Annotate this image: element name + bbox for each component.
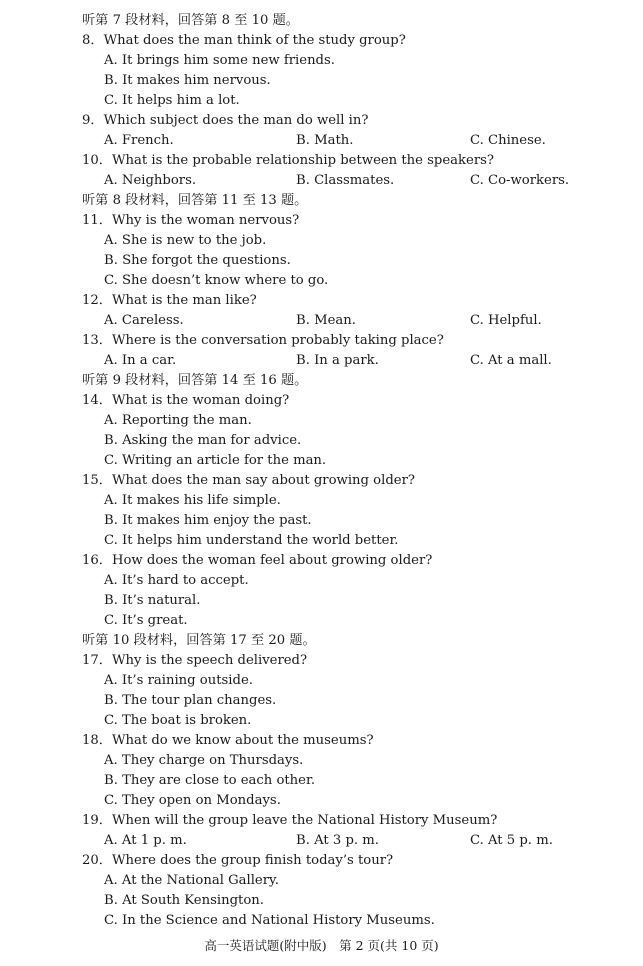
question-20-option-c: C. In the Science and National History Museums.: [104, 913, 435, 928]
question-11-option-b: B. She forgot the questions.: [104, 253, 291, 268]
question-13-stem: 13．Where is the conversation probably taking place?: [82, 333, 444, 348]
question-18-option-a: A. They charge on Thursdays.: [104, 753, 304, 768]
question-19-options: [0, 831, 643, 851]
question-15-option-a: A. It makes his life simple.: [104, 493, 281, 508]
question-13-option-b: B. In a park.: [296, 353, 379, 368]
question-14-option-a: A. Reporting the man.: [104, 413, 252, 428]
question-17-option-a: A. It’s raining outside.: [104, 673, 253, 688]
question-10-stem: 10．What is the probable relationship between the speakers?: [82, 153, 494, 168]
question-19-stem: 19．When will the group leave the National History Museum?: [82, 813, 498, 828]
question-15-option-c: C. It helps him understand the world better.: [104, 533, 399, 548]
question-20-option-a: A. At the National Gallery.: [104, 873, 279, 888]
question-8-stem: 8．What does the man think of the study group?: [82, 33, 406, 48]
section-7-heading: 听第 7 段材料，回答第 8 至 10 题。: [82, 13, 299, 28]
question-12-option-c: C. Helpful.: [470, 313, 542, 328]
question-12-option-b: B. Mean.: [296, 313, 356, 328]
question-20-stem: 20．Where does the group finish today’s tour?: [82, 853, 394, 868]
question-12-options: [0, 311, 643, 331]
question-11-option-a: A. She is new to the job.: [104, 233, 267, 248]
question-8-option-a: A. It brings him some new friends.: [104, 53, 335, 68]
question-12-option-a: A. Careless.: [104, 313, 184, 328]
question-13-options: [0, 351, 643, 371]
question-14-option-c: C. Writing an article for the man.: [104, 453, 327, 468]
question-9-option-c: C. Chinese.: [470, 133, 546, 148]
question-9-options: [0, 131, 643, 151]
question-10-option-b: B. Classmates.: [296, 173, 395, 188]
question-16-option-a: A. It’s hard to accept.: [104, 573, 249, 588]
question-17-stem: 17．Why is the speech delivered?: [82, 653, 308, 668]
page-footer: 高一英语试题(附中版) 第 2 页(共 10 页): [204, 938, 439, 953]
question-14-stem: 14．What is the woman doing?: [82, 393, 290, 408]
question-17-option-b: B. The tour plan changes.: [104, 693, 277, 708]
question-18-option-c: C. They open on Mondays.: [104, 793, 281, 808]
question-18-option-b: B. They are close to each other.: [104, 773, 316, 788]
question-13-option-a: A. In a car.: [104, 353, 177, 368]
question-19-option-b: B. At 3 p. m.: [296, 833, 379, 848]
question-13-option-c: C. At a mall.: [470, 353, 552, 368]
question-16-stem: 16．How does the woman feel about growing older?: [82, 553, 433, 568]
question-12-stem: 12．What is the man like?: [82, 293, 257, 308]
question-16-option-c: C. It’s great.: [104, 613, 188, 628]
question-17-option-c: C. The boat is broken.: [104, 713, 252, 728]
section-10-heading: 听第 10 段材料，回答第 17 至 20 题。: [82, 633, 316, 648]
section-9-heading: 听第 9 段材料，回答第 14 至 16 题。: [82, 373, 308, 388]
question-10-option-a: A. Neighbors.: [104, 173, 197, 188]
question-19-option-a: A. At 1 p. m.: [104, 833, 187, 848]
question-10-option-c: C. Co-workers.: [470, 173, 570, 188]
question-19-option-c: C. At 5 p. m.: [470, 833, 553, 848]
question-18-stem: 18．What do we know about the museums?: [82, 733, 374, 748]
question-10-options: [0, 171, 643, 191]
question-15-stem: 15．What does the man say about growing older?: [82, 473, 415, 488]
question-9-stem: 9．Which subject does the man do well in?: [82, 113, 369, 128]
section-8-heading: 听第 8 段材料，回答第 11 至 13 题。: [82, 193, 308, 208]
question-15-option-b: B. It makes him enjoy the past.: [104, 513, 312, 528]
question-9-option-a: A. French.: [104, 133, 174, 148]
question-14-option-b: B. Asking the man for advice.: [104, 433, 302, 448]
question-11-option-c: C. She doesn’t know where to go.: [104, 273, 329, 288]
question-11-stem: 11．Why is the woman nervous?: [82, 213, 300, 228]
question-8-option-c: C. It helps him a lot.: [104, 93, 240, 108]
question-20-option-b: B. At South Kensington.: [104, 893, 264, 908]
question-16-option-b: B. It’s natural.: [104, 593, 201, 608]
question-8-option-b: B. It makes him nervous.: [104, 73, 271, 88]
question-9-option-b: B. Math.: [296, 133, 354, 148]
